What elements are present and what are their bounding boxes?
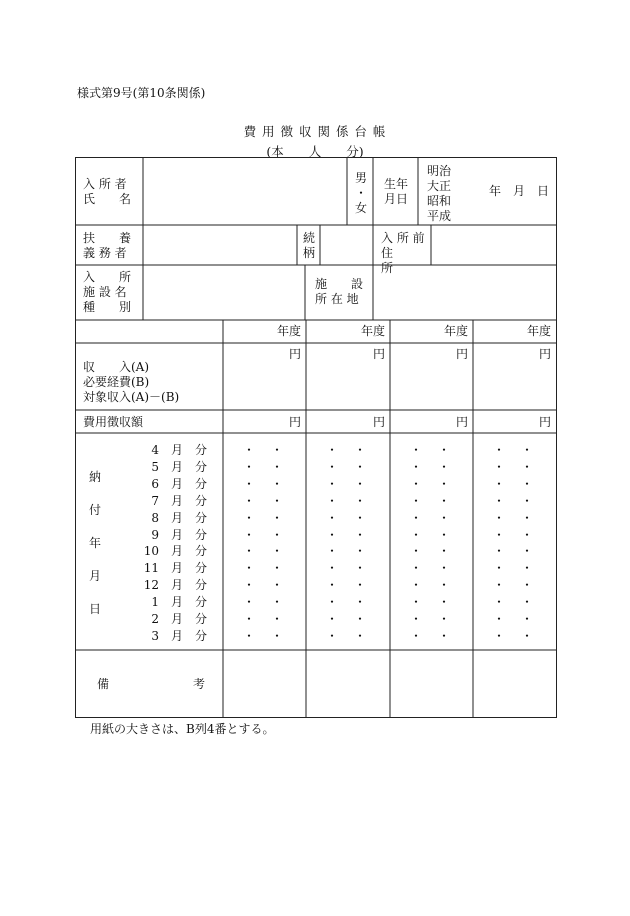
date-separator-dot: ・ [410,443,423,457]
date-separator-dot: ・ [353,561,366,576]
fee-unit-1: 円 [288,415,301,429]
payment-date-field[interactable] [243,528,283,543]
date-separator-dot: ・ [243,561,256,576]
month-unit: 月 [171,612,184,626]
month-unit: 月 [171,578,184,593]
payment-month-row [137,595,217,610]
date-separator-dot: ・ [410,595,423,610]
payment-date-field[interactable] [493,629,533,644]
payment-date-field[interactable] [410,612,450,627]
date-separator-dot: ・ [410,561,423,576]
date-separator-dot: ・ [326,612,339,626]
date-separator-dot: ・ [353,578,366,593]
paper-size-note: 用紙の大きさは、B列4番とする。 [90,722,275,736]
income-unit-2: 円 [372,347,385,361]
date-separator-dot: ・ [270,510,283,525]
fee-unit-2: 円 [372,415,385,429]
date-separator-dot: ・ [437,595,450,610]
date-separator-dot: ・ [493,527,506,542]
date-separator-dot: ・ [270,443,283,457]
portion-unit: 分 [195,578,208,593]
date-separator-dot: ・ [353,443,366,457]
payment-date-field[interactable] [493,578,533,593]
payment-date-field[interactable] [243,460,283,475]
date-separator-dot: ・ [410,493,423,508]
payment-date-field[interactable] [243,443,283,458]
date-separator-dot: ・ [493,612,506,626]
fiscal-year-label-3: 年度 [443,324,468,338]
date-separator-dot: ・ [270,578,283,593]
date-separator-dot: ・ [326,476,339,491]
date-separator-dot: ・ [270,544,283,559]
date-separator-dot: ・ [326,628,339,643]
date-separator-dot: ・ [326,595,339,610]
facility-address-field[interactable] [374,266,556,319]
month-number: 3 [151,628,159,643]
date-separator-dot: ・ [437,628,450,643]
date-separator-dot: ・ [326,443,339,457]
date-separator-dot: ・ [243,493,256,508]
payment-month-row [137,612,217,627]
date-separator-dot: ・ [437,561,450,576]
date-separator-dot: ・ [243,612,256,626]
month-number: 7 [151,493,159,508]
portion-unit: 分 [195,510,208,525]
date-separator-dot: ・ [493,476,506,491]
month-unit: 月 [171,443,184,457]
payment-date-field[interactable] [410,477,450,492]
date-separator-dot: ・ [493,510,506,525]
date-separator-dot: ・ [326,459,339,474]
facility-address-label: 施 設 所 在 地 [315,277,364,306]
date-separator-dot: ・ [520,493,533,508]
date-separator-dot: ・ [243,476,256,491]
fiscal-year-label-2: 年度 [360,324,385,338]
payment-date-field[interactable] [493,561,533,576]
supporter-label: 扶 養 義 務 者 [83,231,132,260]
portion-unit: 分 [195,443,208,457]
month-unit: 月 [171,561,184,576]
date-separator-dot: ・ [270,612,283,626]
payment-date-field[interactable] [243,612,283,627]
date-separator-dot: ・ [520,595,533,610]
month-number: 10 [143,544,159,559]
era-showa: 昭和 [427,194,452,208]
portion-unit: 分 [195,595,208,610]
date-separator-dot: ・ [520,443,533,457]
payment-date-field[interactable] [326,494,366,509]
payment-month-row [137,544,217,559]
payment-month-row [137,528,217,543]
portion-unit: 分 [195,476,208,491]
income-unit-3: 円 [455,347,468,361]
date-separator-dot: ・ [326,527,339,542]
payment-date-field[interactable] [326,544,366,559]
payment-date-field[interactable] [410,511,450,526]
payment-month-row [137,494,217,509]
date-separator-dot: ・ [410,612,423,626]
date-separator-dot: ・ [520,628,533,643]
portion-unit: 分 [195,628,208,643]
fee-unit-3: 円 [455,415,468,429]
date-separator-dot: ・ [410,459,423,474]
month-unit: 月 [171,595,184,610]
date-separator-dot: ・ [437,578,450,593]
date-separator-dot: ・ [520,459,533,474]
month-unit: 月 [171,510,184,525]
date-separator-dot: ・ [493,578,506,593]
payment-date-field[interactable] [410,595,450,610]
facility-type-field[interactable] [144,266,304,319]
ledger-table [75,157,557,718]
fiscal-year-label-1: 年度 [276,324,301,338]
month-unit: 月 [171,476,184,491]
date-separator-dot: ・ [326,578,339,593]
payment-date-field[interactable] [326,460,366,475]
month-unit: 月 [171,628,184,643]
payment-date-field[interactable] [243,494,283,509]
date-separator-dot: ・ [437,476,450,491]
remarks-label-left: 備 [97,677,110,691]
fee-unit-4: 円 [538,415,551,429]
date-separator-dot: ・ [493,628,506,643]
era-heisei: 平成 [427,209,452,223]
payment-date-field[interactable] [493,443,533,458]
document-subtitle: (本 人 分) [266,144,364,159]
era-meiji: 明治 [427,164,452,178]
portion-unit: 分 [195,459,208,474]
date-separator-dot: ・ [270,595,283,610]
date-separator-dot: ・ [243,443,256,457]
payment-date-field[interactable] [493,595,533,610]
month-number: 2 [151,612,159,626]
payment-date-field[interactable] [243,561,283,576]
payment-date-field[interactable] [410,443,450,458]
date-separator-dot: ・ [243,595,256,610]
payment-month-row [137,629,217,644]
birthdate-units [489,184,549,199]
date-separator-dot: ・ [520,561,533,576]
date-separator-dot: ・ [493,493,506,508]
date-separator-dot: ・ [437,612,450,626]
date-separator-dot: ・ [410,476,423,491]
date-separator-dot: ・ [520,510,533,525]
date-separator-dot: ・ [520,612,533,626]
date-separator-dot: ・ [243,544,256,559]
date-separator-dot: ・ [410,628,423,643]
month-number: 6 [151,476,159,491]
month-number: 5 [151,459,159,474]
payment-date-field[interactable] [243,595,283,610]
date-separator-dot: ・ [353,510,366,525]
income-unit-1: 円 [288,347,301,361]
date-separator-dot: ・ [410,544,423,559]
date-separator-dot: ・ [243,459,256,474]
resident-name-label: 入 所 者 氏 名 [83,177,132,206]
payment-date-field[interactable] [243,578,283,593]
payment-date-field[interactable] [326,477,366,492]
month-unit: 月 [171,493,184,508]
date-separator-dot: ・ [493,443,506,457]
date-separator-dot: ・ [493,544,506,559]
payment-date-field[interactable] [410,544,450,559]
date-separator-dot: ・ [410,510,423,525]
date-separator-dot: ・ [437,493,450,508]
date-separator-dot: ・ [326,510,339,525]
date-separator-dot: ・ [353,612,366,626]
fee-label: 費用徴収額 [83,415,144,429]
fiscal-year-label-4: 年度 [526,324,551,338]
payment-date-field[interactable] [493,511,533,526]
previous-address-field[interactable] [432,226,556,264]
date-separator-dot: ・ [437,544,450,559]
date-separator-dot: ・ [270,628,283,643]
date-separator-dot: ・ [353,544,366,559]
income-unit-4: 円 [538,347,551,361]
payment-date-field[interactable] [493,544,533,559]
payment-date-field[interactable] [410,561,450,576]
relation-field[interactable] [321,226,372,264]
date-separator-dot: ・ [326,561,339,576]
date-separator-dot: ・ [410,578,423,593]
payment-date-field[interactable] [326,629,366,644]
payment-month-row [137,460,217,475]
payment-date-field[interactable] [326,578,366,593]
date-separator-dot: ・ [520,544,533,559]
date-separator-dot: ・ [270,459,283,474]
payment-month-row [137,511,217,526]
date-separator-dot: ・ [353,493,366,508]
date-separator-dot: ・ [410,527,423,542]
date-separator-dot: ・ [353,628,366,643]
portion-unit: 分 [195,527,208,542]
date-separator-dot: ・ [243,628,256,643]
date-separator-dot: ・ [353,476,366,491]
payment-date-field[interactable] [410,629,450,644]
unit-year: 年 [489,184,502,198]
date-separator-dot: ・ [326,544,339,559]
payment-date-field[interactable] [410,460,450,475]
payment-date-field[interactable] [410,578,450,593]
payment-date-field[interactable] [493,477,533,492]
month-number: 9 [151,527,159,542]
supporter-field[interactable] [144,226,296,264]
date-separator-dot: ・ [520,476,533,491]
payment-month-row [137,578,217,593]
month-number: 12 [143,578,159,593]
gender-label: 男 ・ 女 [354,171,367,215]
date-separator-dot: ・ [243,510,256,525]
date-separator-dot: ・ [353,459,366,474]
payment-date-field[interactable] [326,612,366,627]
date-separator-dot: ・ [353,527,366,542]
payment-date-field[interactable] [493,528,533,543]
payment-date-field[interactable] [243,477,283,492]
payment-month-row [137,443,217,458]
date-separator-dot: ・ [493,561,506,576]
document-title: 費 用 徴 収 関 係 台 帳 [243,124,387,139]
payment-date-field[interactable] [326,443,366,458]
month-unit: 月 [171,459,184,474]
portion-unit: 分 [195,612,208,626]
date-separator-dot: ・ [270,561,283,576]
payment-date-field[interactable] [493,612,533,627]
payment-date-side-label: 納 付 年 月 日 [89,470,102,616]
payment-date-field[interactable] [243,629,283,644]
unit-month: 月 [512,184,525,198]
previous-address-label: 入 所 前 住 所 [381,231,425,275]
month-number: 1 [151,595,159,610]
portion-unit: 分 [195,561,208,576]
date-separator-dot: ・ [243,578,256,593]
payment-date-field[interactable] [243,544,283,559]
portion-unit: 分 [195,544,208,559]
date-separator-dot: ・ [520,578,533,593]
payment-date-field[interactable] [326,561,366,576]
payment-date-field[interactable] [493,460,533,475]
income-label: 収 入(A) 必要経費(B) 対象収入(A)－(B) [83,360,180,404]
payment-date-field[interactable] [326,595,366,610]
date-separator-dot: ・ [270,493,283,508]
date-separator-dot: ・ [270,527,283,542]
remarks-label-right: 考 [193,677,206,691]
month-number: 8 [151,510,159,525]
era-taisho: 大正 [427,179,452,193]
date-separator-dot: ・ [520,527,533,542]
payment-date-field[interactable] [326,511,366,526]
form-number-label: 様式第9号(第10条関係) [77,86,206,100]
month-number: 11 [143,561,159,576]
payment-date-field[interactable] [243,511,283,526]
date-separator-dot: ・ [437,443,450,457]
month-unit: 月 [171,544,184,559]
month-unit: 月 [171,527,184,542]
date-separator-dot: ・ [326,493,339,508]
date-separator-dot: ・ [243,527,256,542]
relation-label: 続 柄 [303,231,316,260]
month-number: 4 [151,443,159,457]
date-separator-dot: ・ [437,527,450,542]
date-separator-dot: ・ [437,510,450,525]
payment-date-field[interactable] [410,494,450,509]
payment-month-row [137,477,217,492]
date-separator-dot: ・ [493,595,506,610]
birthdate-label: 生年 月日 [384,177,409,206]
date-separator-dot: ・ [493,459,506,474]
date-separator-dot: ・ [270,476,283,491]
payment-date-field[interactable] [326,528,366,543]
payment-date-field[interactable] [493,494,533,509]
portion-unit: 分 [195,493,208,508]
payment-month-row [137,561,217,576]
facility-type-label: 入 所 施 設 名 種 別 [83,270,132,314]
era-list [427,164,451,224]
date-separator-dot: ・ [437,459,450,474]
resident-name-field[interactable] [144,158,346,224]
unit-day: 日 [536,184,549,198]
payment-date-field[interactable] [410,528,450,543]
date-separator-dot: ・ [353,595,366,610]
